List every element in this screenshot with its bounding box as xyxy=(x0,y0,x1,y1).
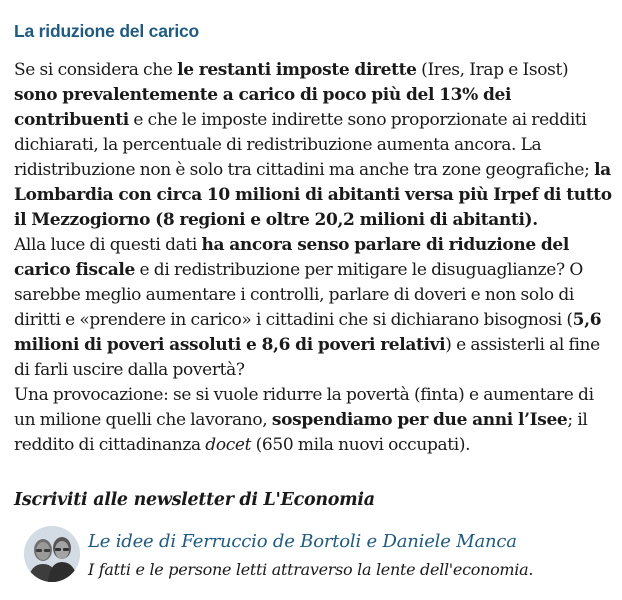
text-run: Se si considera che xyxy=(14,60,178,80)
authors-avatar xyxy=(24,526,80,582)
text-run: ; il reddito di cittadinanza xyxy=(14,410,588,455)
paragraph-2 xyxy=(14,233,612,383)
text-run: (Ires, Irap e Isost) xyxy=(416,60,569,80)
paragraph-3 xyxy=(14,383,612,458)
bold-text: sospendiamo per due anni l’Isee xyxy=(271,410,568,430)
italic-text: docet xyxy=(205,435,252,455)
text-run: ) e assisterli al fine di farli uscire dalla povertà? xyxy=(14,335,600,380)
text-run: e che le imposte indirette sono proporzionate ai redditi dichiarati, la percentuale di redistribuzione aumenta ancora. La ridistribuzione non è solo tra cittadini ma anche tra zone geografiche; xyxy=(14,110,595,180)
paragraph-1 xyxy=(14,58,612,233)
bold-text: ha ancora senso parlare di riduzione del carico fiscale xyxy=(14,235,569,280)
newsletter-signup-link[interactable]: Iscriviti alle newsletter di L'Economia xyxy=(14,490,375,510)
authors-portrait-icon xyxy=(24,526,80,582)
text-run: (650 mila nuovi occupati). xyxy=(251,435,471,455)
text-run: e di redistribuzione per mitigare le disuguaglianze? O sarebbe meglio aumentare i controlli, parlare di doveri e non solo di diritti e «prendere in carico» i cittadini che si dichiarano bisognosi ( xyxy=(14,260,583,330)
bold-text: le restanti imposte dirette xyxy=(177,60,417,80)
bold-text: 5,6 milioni di poveri assoluti e 8,6 di poveri relativi xyxy=(14,310,602,355)
bold-text: sono prevalentemente a carico di poco più del 13% dei contribuenti xyxy=(14,85,512,130)
section-title: La riduzione del carico xyxy=(14,21,200,41)
promo-title[interactable]: Le idee di Ferruccio de Bortoli e Daniele Manca xyxy=(88,531,517,552)
text-run: Alla luce di questi dati xyxy=(14,235,202,255)
newsletter-promo[interactable] xyxy=(24,526,604,586)
text-run: Una provocazione: se si vuole ridurre la povertà (finta) e aumentare di un milione quelli che lavorano, xyxy=(14,385,594,430)
promo-subtitle: I fatti e le persone letti attraverso la lente dell'economia. xyxy=(88,560,534,579)
bold-text: la Lombardia con circa 10 milioni di abitanti versa più Irpef di tutto il Mezzogiorno (8 regioni e oltre 20,2 milioni di abitanti). xyxy=(14,160,612,230)
